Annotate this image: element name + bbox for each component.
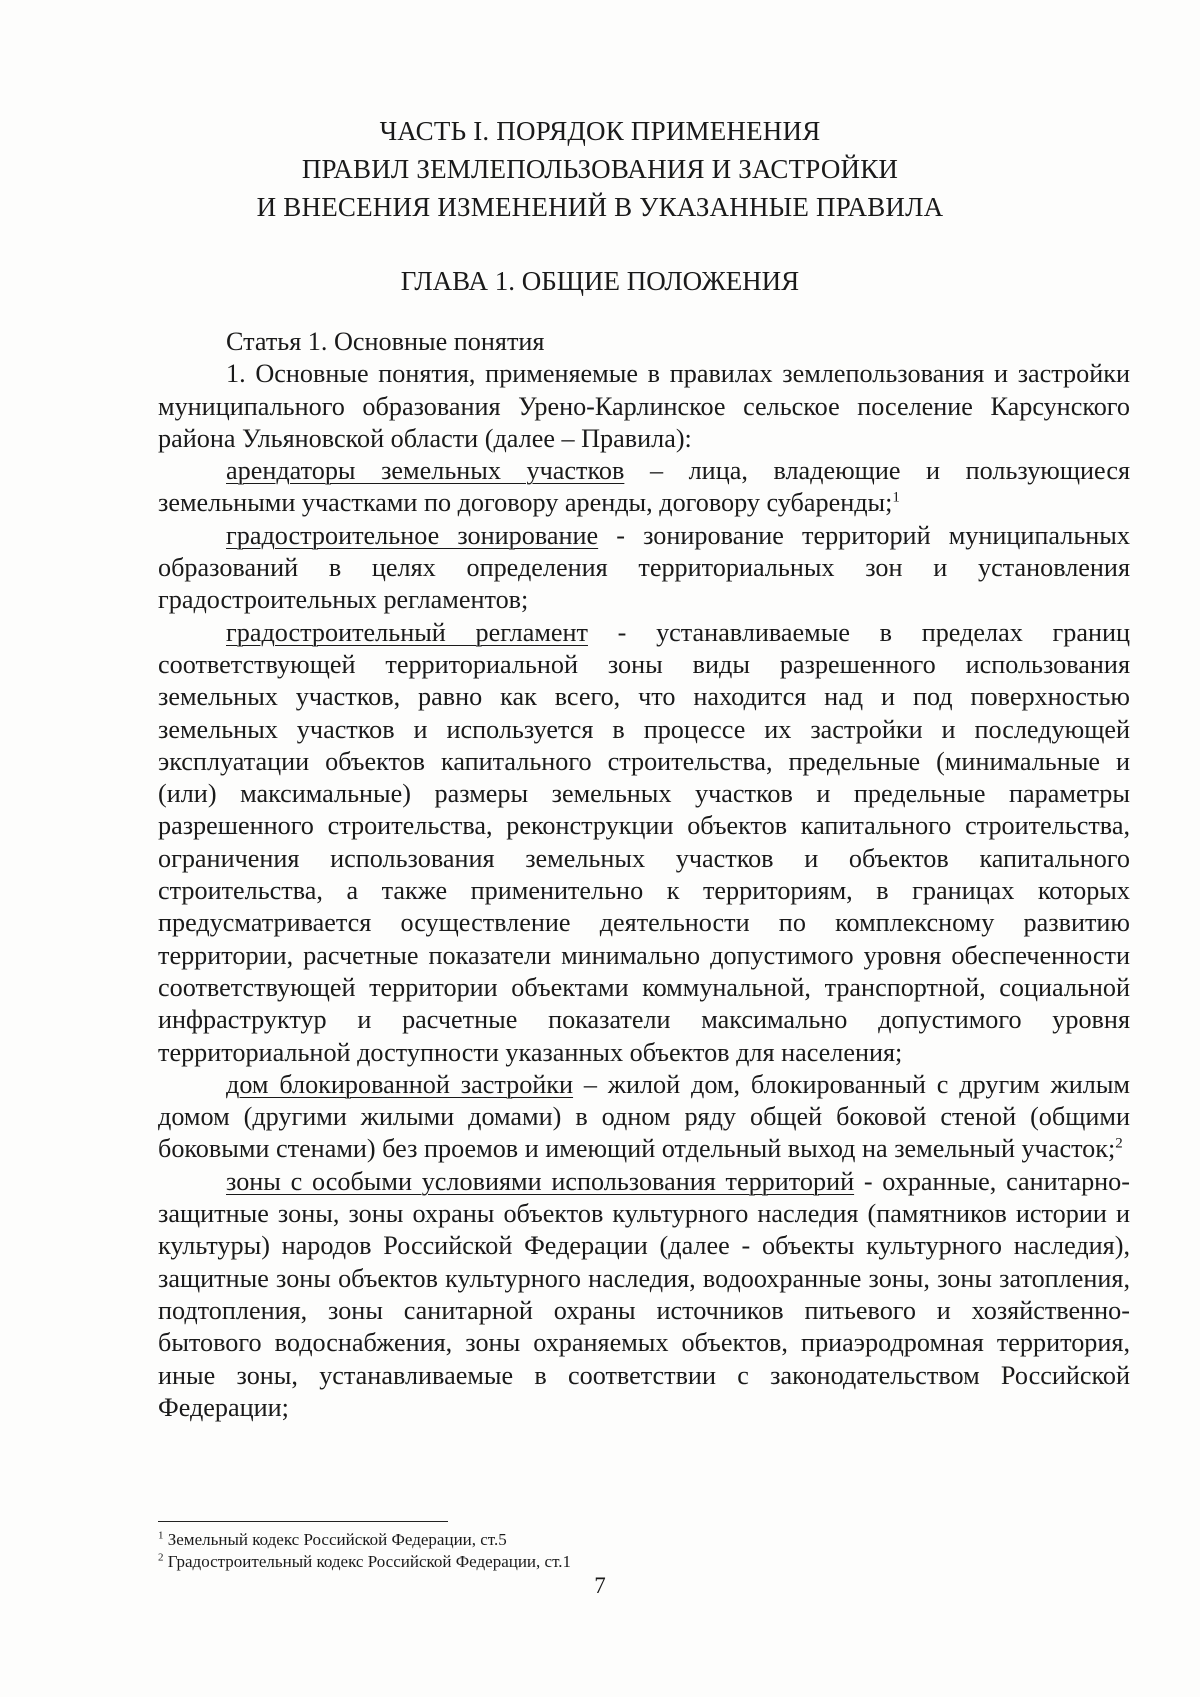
definition-text: - устанавливаемые в пределах границ соответствующей территориальной зоны виды разрешенного использования земельных участков, равно как всего, что находится над и под поверхностью земельных участков и используется в процессе их застройки и последующей эксплуатации объектов капитального строительства, предельные (минимальные и (или) максимальные) размеры земельных участков и предельные параметры разрешенного строительства, реконструкции объектов капитального строительства, ограничения использования земельных участков и объектов капитального строительства, а также применительно к территориям, в границах которых предусматривается осуществление деятельности по комплексному развитию территории, расчетные показатели минимально допустимого уровня обеспеченности соответствующей территории объектами коммунальной, транспортной, социальной инфраструктур и расчетные показатели максимально допустимого уровня территориальной доступности указанных объектов для населения; — [158, 617, 1131, 1067]
definition-paragraph — [158, 1166, 1130, 1424]
page-number: 7 — [594, 1573, 606, 1598]
definition-text: – жилой дом, блокированный с другим жилым домом (другими жилыми домами) в одном ряду общей боковой стеной (общими боковыми стенами) без проемов и имеющий отдельный выход на земельный участок; — [158, 1069, 1130, 1164]
article-heading: Статья 1. Основные понятия — [226, 327, 545, 356]
part-title — [150, 112, 1050, 226]
footnotes — [158, 1529, 1058, 1573]
definition-term: арендаторы земельных участков — [226, 456, 625, 486]
definition-term: градостроительное зонирование — [226, 520, 599, 550]
footnote-text: Земельный кодекс Российской Федерации, ст.5 — [163, 1530, 507, 1549]
footnote-number: 1 — [158, 1529, 164, 1542]
part-title-line-3: И ВНЕСЕНИЯ ИЗМЕНЕНИЙ В УКАЗАННЫЕ ПРАВИЛА — [256, 192, 944, 222]
part-title-line-1: ЧАСТЬ I. ПОРЯДОК ПРИМЕНЕНИЯ — [379, 116, 821, 146]
body-text — [158, 326, 1130, 1424]
definition-text: - зонирование территорий муниципальных образований в целях определения территориальных зон и установления градостроительных регламентов; — [158, 520, 1130, 615]
part-title-line-2: ПРАВИЛ ЗЕМЛЕПОЛЬЗОВАНИЯ И ЗАСТРОЙКИ — [301, 154, 899, 184]
definition-paragraph — [158, 455, 1130, 520]
footnote-ref: 1 — [892, 489, 900, 506]
footnote — [158, 1551, 1058, 1573]
definition-paragraph — [158, 617, 1130, 1069]
definition-text: - охранные, санитарно-защитные зоны, зоны охраны объектов культурного наследия (памятников истории и культуры) народов Российской Федерации (далее - объекты культурного наследия), защитные зоны объектов культурного наследия, водоохранные зоны, зоны затопления, подтопления, зоны санитарной охраны источников питьевого и хозяйственно-бытового водоснабжения, зоны охраняемых объектов, приаэродромная территория, иные зоны, устанавливаемые в соответствии с законодательством Российской Федерации; — [158, 1166, 1130, 1422]
definition-text: – лица, владеющие и пользующиеся земельными участками по договору аренды, договору субаренды; — [158, 456, 1130, 518]
footnote — [158, 1529, 1058, 1551]
footnote-text: Градостроительный кодекс Российской Федерации, ст.1 — [163, 1552, 571, 1571]
chapter-title: ГЛАВА 1. ОБЩИЕ ПОЛОЖЕНИЯ — [400, 266, 800, 296]
definition-paragraph — [158, 520, 1130, 617]
definition-term: дом блокированной застройки — [226, 1069, 574, 1099]
footnote-ref: 2 — [1115, 1135, 1123, 1152]
footnote-divider — [158, 1521, 448, 1522]
definition-term: зоны с особыми условиями использования территорий — [226, 1166, 855, 1196]
footnote-number: 2 — [158, 1551, 164, 1564]
definition-paragraph — [158, 1069, 1130, 1166]
definition-term: градостроительный регламент — [226, 617, 588, 647]
intro-paragraph: 1. Основные понятия, применяемые в правилах землепользования и застройки муниципального образования Урено-Карлинское сельское поселение Карсунского района Ульяновской области (далее – Правила): — [158, 359, 1130, 453]
